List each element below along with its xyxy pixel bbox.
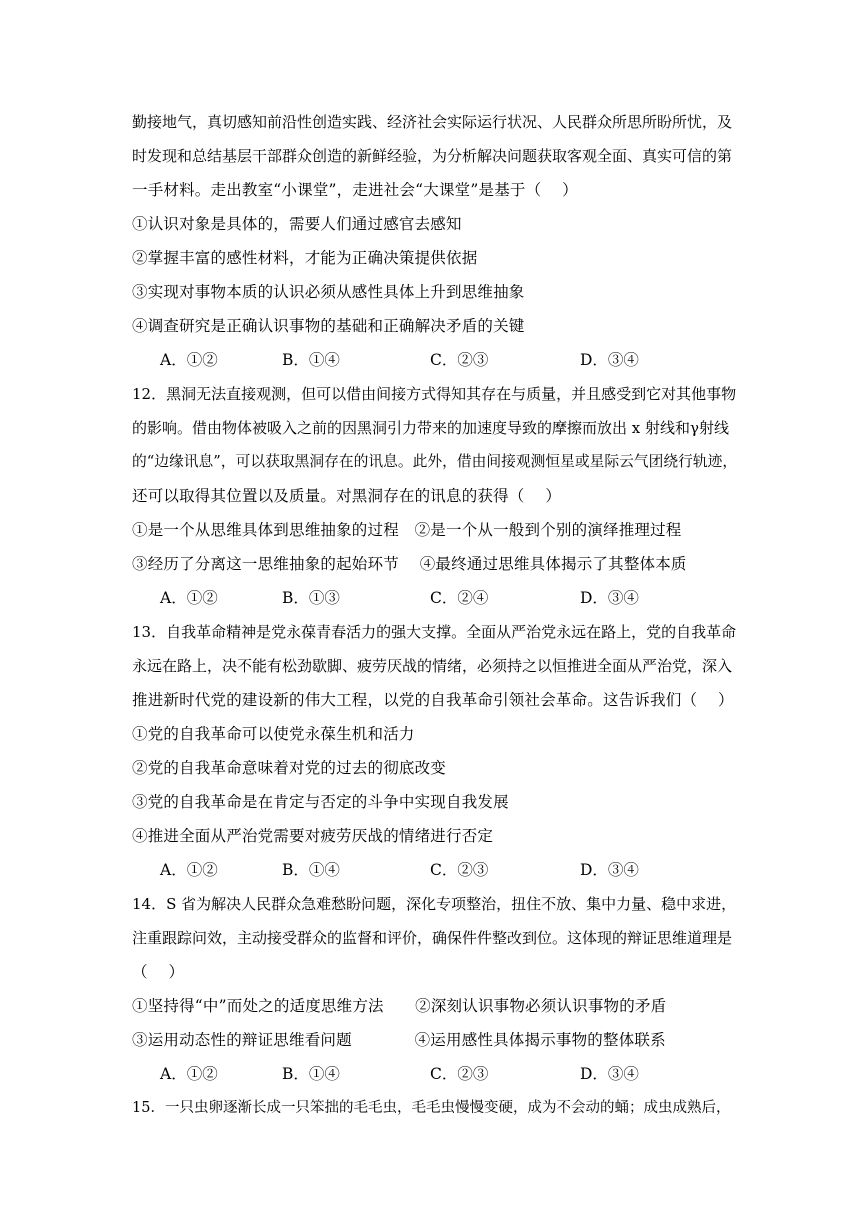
- q11-option-d[interactable]: D．③④: [580, 351, 639, 369]
- q13-item-1: ①党的自我革命可以使党永葆生机和活力: [132, 725, 415, 743]
- q13-stem-line-2: 永远在路上，决不能有松劲歇脚、疲劳厌战的情绪，必须持之以恒推进全面从严治党，深入: [132, 657, 733, 675]
- q12-items-row-1: ①是一个从思维具体到思维抽象的过程 ②是一个从一般到个别的演绎推理过程: [132, 521, 682, 539]
- q11-item-1: ①认识对象是具体的，需要人们通过感官去感知: [132, 215, 462, 233]
- q12-stem-line-1: 12．黑洞无法直接观测，但可以借由间接方式得知其存在与质量，并且感受到它对其他事物: [132, 385, 737, 403]
- q12-option-a[interactable]: A．①②: [160, 589, 218, 607]
- q14-option-d[interactable]: D．③④: [580, 1065, 639, 1083]
- q14-items-row-2: ③运用动态性的辩证思维看问题 ④运用感性具体揭示事物的整体联系: [132, 1031, 666, 1049]
- q13-option-d[interactable]: D．③④: [580, 861, 639, 879]
- q11-option-c[interactable]: C．②③: [430, 351, 489, 369]
- q13-option-c[interactable]: C．②③: [430, 861, 489, 879]
- q14-option-c[interactable]: C．②③: [430, 1065, 489, 1083]
- q11-item-4: ④调查研究是正确认识事物的基础和正确解决矛盾的关键: [132, 317, 525, 335]
- q12-items-row-2: ③经历了分离这一思维抽象的起始环节 ④最终通过思维具体揭示了其整体本质: [132, 555, 687, 573]
- q13-item-2: ②党的自我革命意味着对党的过去的彻底改变: [132, 759, 447, 777]
- q13-stem-line-1: 13．自我革命精神是党永葆青春活力的强大支撑。全面从严治党永远在路上，党的自我革命: [132, 623, 737, 641]
- q14-option-b[interactable]: B．①④: [282, 1065, 340, 1083]
- q13-item-3: ③党的自我革命是在肯定与否定的斗争中实现自我发展: [132, 793, 509, 811]
- q12-option-b[interactable]: B．①③: [282, 589, 340, 607]
- q11-stem-line-2: 时发现和总结基层干部群众创造的新鲜经验，为分析解决问题获取客观全面、真实可信的第: [132, 147, 733, 165]
- q12-option-c[interactable]: C．②④: [430, 589, 489, 607]
- q14-stem-line-2: 注重跟踪问效，主动接受群众的监督和评价，确保件件整改到位。这体现的辩证思维道理是: [132, 929, 733, 947]
- q12-stem-line-3: 的“边缘讯息”，可以获取黑洞存在的讯息。此外，借由间接观测恒星或星际云气团绕行轨迹，: [132, 453, 738, 470]
- q12-option-d[interactable]: D．③④: [580, 589, 639, 607]
- q12-stem-line-2: 的影响。借由物体被吸入之前的因黑洞引力带来的加速度导致的摩擦而放出 x 射线和γ射线: [132, 419, 729, 437]
- q14-stem-line-3: （ ）: [132, 963, 185, 981]
- q14-stem-line-1: 14．S 省为解决人民群众急难愁盼问题，深化专项整治，扭住不放、集中力量、稳中求进，: [132, 895, 737, 913]
- q11-stem-line-1: 勤接地气，真切感知前沿性创造实践、经济社会实际运行状况、人民群众所思所盼所忧，及: [132, 113, 733, 131]
- q13-option-b[interactable]: B．①④: [282, 861, 340, 879]
- q15-stem-line-1: 15．一只虫卵逐渐长成一只笨拙的毛毛虫，毛毛虫慢慢变硬，成为不会动的蛹；成虫成熟后，: [132, 1100, 731, 1116]
- q13-option-a[interactable]: A．①②: [160, 861, 218, 879]
- q13-stem-line-3: 推进新时代党的建设新的伟大工程，以党的自我革命引领社会革命。这告诉我们（ ）: [132, 691, 734, 709]
- q14-items-row-1: ①坚持得“中”而处之的适度思维方法 ②深刻认识事物必须认识事物的矛盾: [132, 997, 667, 1015]
- q14-option-a[interactable]: A．①②: [160, 1065, 218, 1083]
- q11-option-a[interactable]: A．①②: [160, 351, 218, 369]
- q11-item-2: ②掌握丰富的感性材料，才能为正确决策提供依据: [132, 249, 478, 267]
- q12-stem-line-4: 还可以取得其位置以及质量。对黑洞存在的讯息的获得（ ）: [132, 487, 562, 505]
- q11-stem-line-3: 一手材料。走出教室“小课堂”，走进社会“大课堂”是基于（ ）: [132, 181, 578, 199]
- q11-option-b[interactable]: B．①④: [282, 351, 340, 369]
- q11-item-3: ③实现对事物本质的认识必须从感性具体上升到思维抽象: [132, 283, 525, 301]
- q13-item-4: ④推进全面从严治党需要对疲劳厌战的情绪进行否定: [132, 827, 494, 845]
